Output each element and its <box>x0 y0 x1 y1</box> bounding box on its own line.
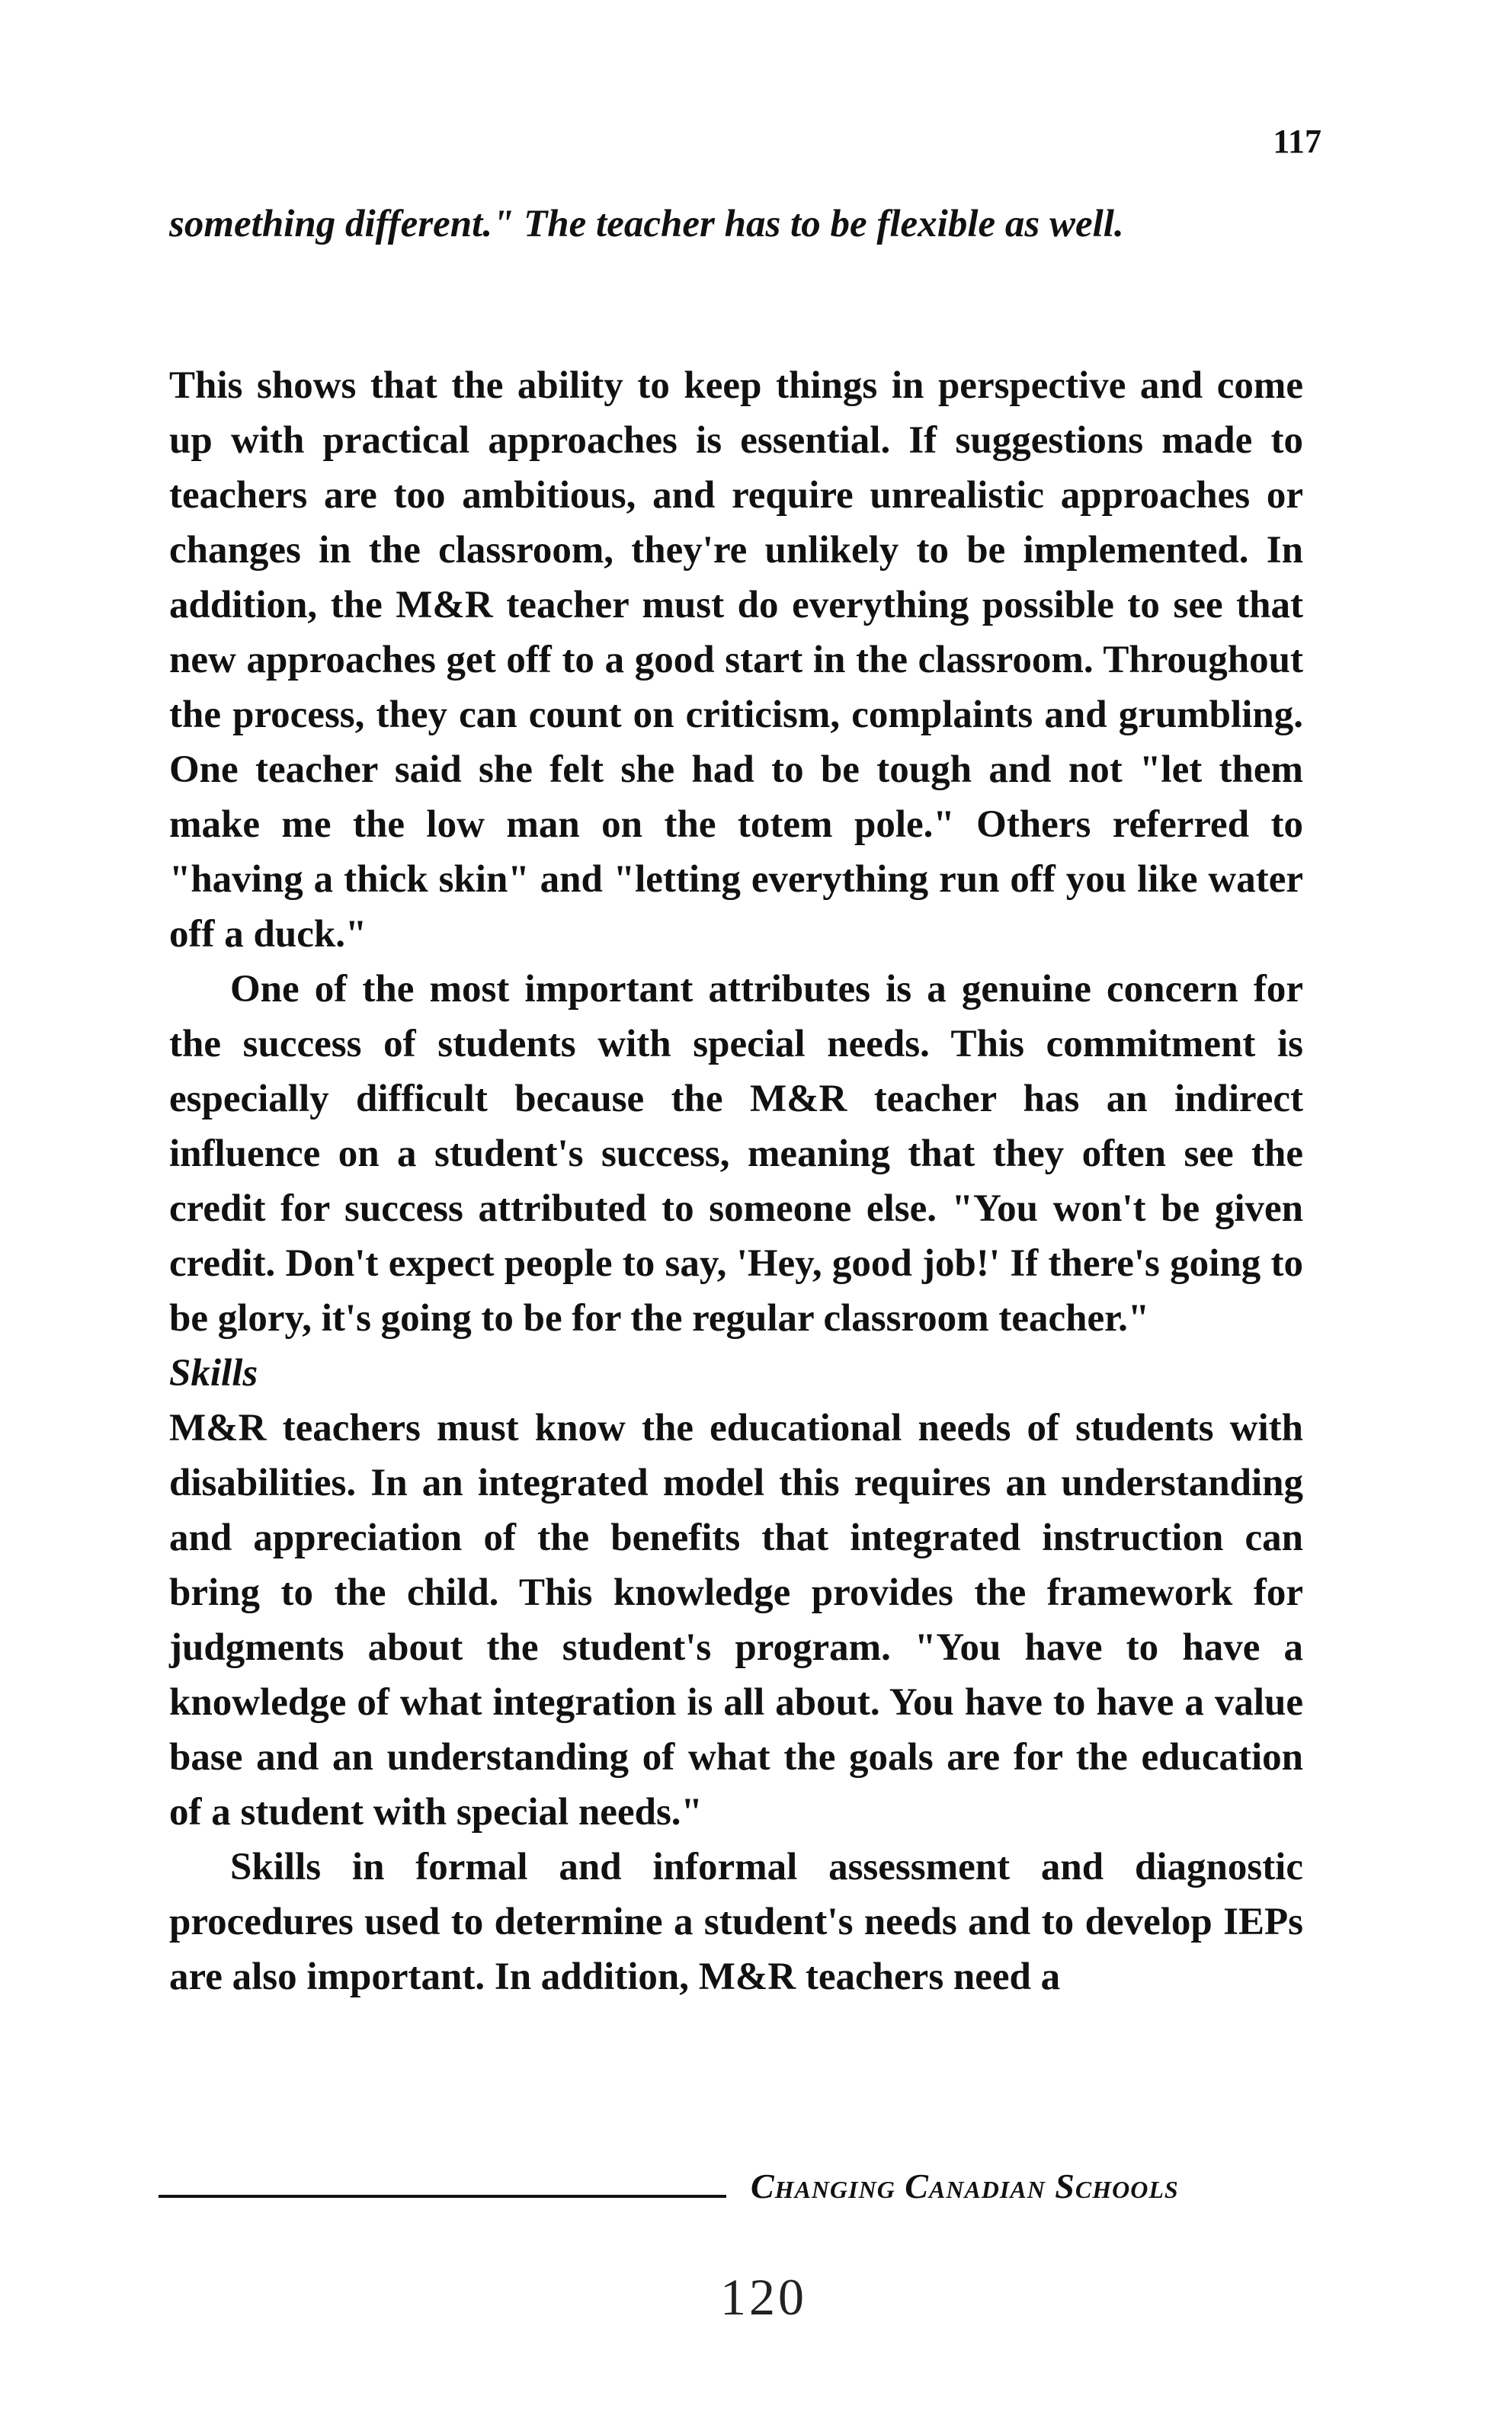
paragraph-skills-knowledge: M&R teachers must know the educational needs of students with disabilities. In an integrated model this requires an understanding and appreciation of the benefits that integrated instruction can bring to the child. This knowledge provides the framework for judgments about the student's program. "You have to have a knowledge of what integration is all about. You have to have a value base and an understanding of what the goals are for the education of a student with special needs." <box>169 1407 1303 1834</box>
opening-quote-text: something different." The teacher has to be flexible as well. <box>169 203 1124 245</box>
footer-rule <box>159 2195 726 2198</box>
paragraph-skills-assessment: Skills in formal and informal assessment and diagnostic procedures used to determine a student's needs and to develop IEPs are also important. In addition, M&R teachers need a <box>169 1846 1303 1998</box>
skills-body <box>169 1401 1303 2004</box>
paragraph-perspective: This shows that the ability to keep things in perspective and come up with practical approaches is essential. If suggestions made to teachers are too ambitious, and require unrealistic approaches or changes in the classroom, they're unlikely to be implemented. In addition, the M&R teacher must do everything possible to see that new approaches get off to a good start in the classroom. Throughout the process, they can count on criticism, complaints and grumbling. One teacher said she felt she had to be tough and not "let them make me the low man on the totem pole." Others referred to "having a thick skin" and "letting everything run off you like water off a duck." <box>169 364 1303 956</box>
opening-quote <box>169 197 1303 251</box>
scan-page-number: 120 <box>720 2268 807 2326</box>
paragraph-concern: One of the most important attributes is a genuine concern for the success of students with special needs. This commitment is especially difficult because the M&R teacher has an indirect influence on a student's success, meaning that they often see the credit for success attributed to someone else. "You won't be given credit. Don't expect people to say, 'Hey, good job!' If there's going to be glory, it's going to be for the regular classroom teacher." <box>169 968 1303 1340</box>
main-body <box>169 358 1303 2004</box>
section-heading-skills: Skills <box>169 1352 258 1395</box>
footer-book-title: Changing Canadian Schools <box>751 2167 1179 2205</box>
page-number: 117 <box>1273 123 1321 160</box>
